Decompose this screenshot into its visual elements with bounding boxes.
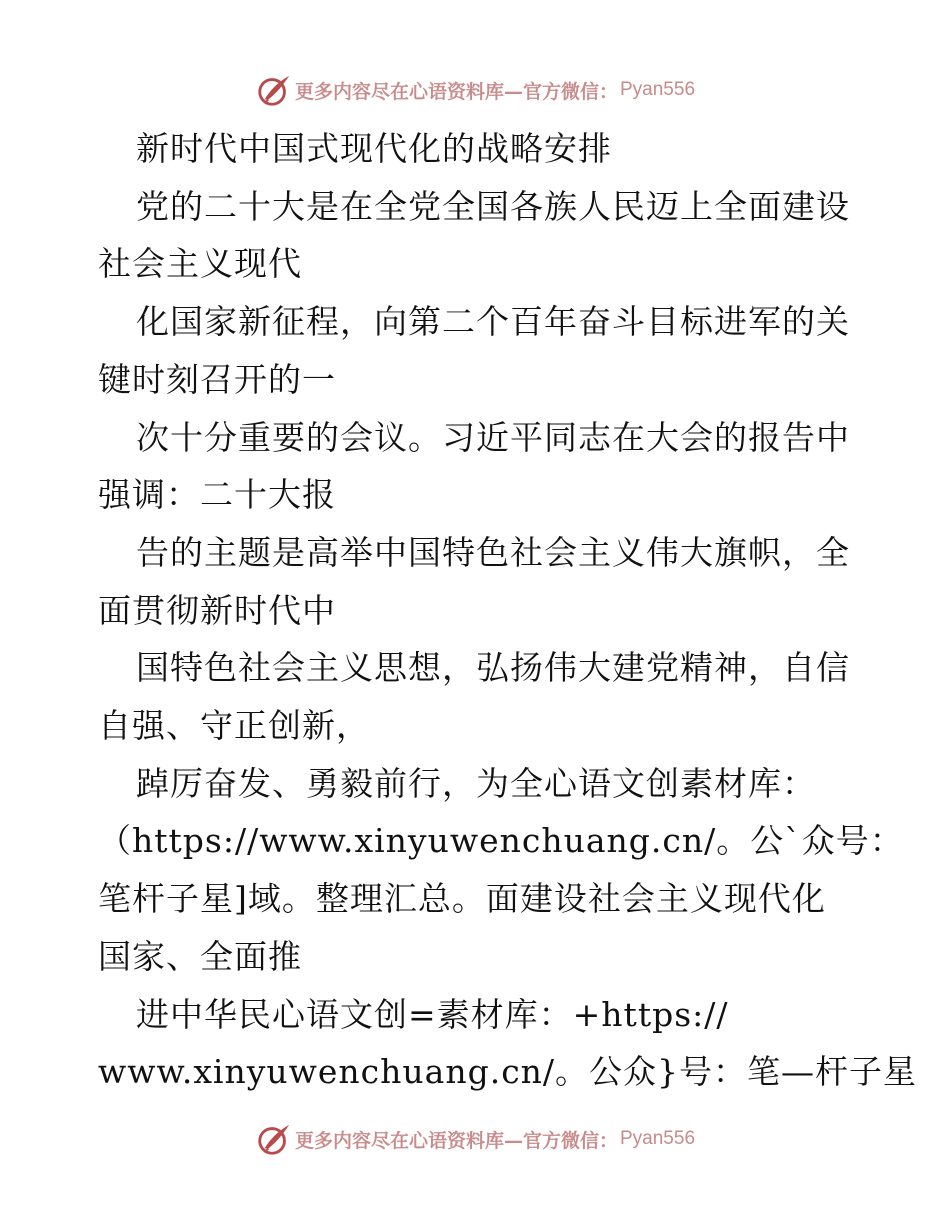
- body-line: 踔厉奋发、勇毅前行，为全心语文创素材库：: [136, 763, 816, 803]
- body-line: 次十分重要的会议。习近平同志在大会的报告中: [136, 417, 850, 457]
- footer-banner: [0, 1117, 950, 1161]
- quill-logo-icon: [255, 1120, 293, 1158]
- footer-account: Pyan556: [620, 1128, 696, 1149]
- body-line: 党的二十大是在全党全国各族人民迈上全面建设: [136, 186, 850, 226]
- header-slogan: 更多内容尽在心语资料库—官方微信：: [294, 80, 618, 103]
- body-line: 国特色社会主义思想，弘扬伟大建党精神，自信: [136, 648, 850, 688]
- body-line: 化国家新征程，向第二个百年奋斗目标进军的关: [136, 302, 850, 342]
- body-line: 面贯彻新时代中: [98, 590, 336, 630]
- body-line: 社会主义现代: [98, 244, 302, 284]
- body-line: www.xinyuwenchuang.cn/。公众}号：笔—杆子星: [98, 1052, 918, 1092]
- document-body: [98, 120, 918, 1101]
- quill-logo-icon: [255, 71, 293, 109]
- body-line: 告的主题是高举中国特色社会主义伟大旗帜，全: [136, 532, 850, 572]
- body-line: （https://www.xinyuwenchuang.cn/。公`众号：: [98, 821, 904, 861]
- body-line: 自强、守正创新，: [98, 706, 370, 746]
- header-banner: [0, 68, 950, 112]
- body-line: 键时刻召开的一: [98, 359, 336, 399]
- body-line: 进中华民心语文创=素材库：+https://: [136, 994, 729, 1034]
- body-line: 强调：二十大报: [98, 475, 336, 515]
- body-line: 国家、全面推: [98, 936, 302, 976]
- footer-slogan: 更多内容尽在心语资料库—官方微信：: [294, 1129, 618, 1152]
- body-line: 新时代中国式现代化的战略安排: [136, 129, 612, 168]
- body-line: 笔杆子星]域。整理汇总。面建设社会主义现代化: [98, 879, 826, 919]
- header-account: Pyan556: [620, 79, 696, 100]
